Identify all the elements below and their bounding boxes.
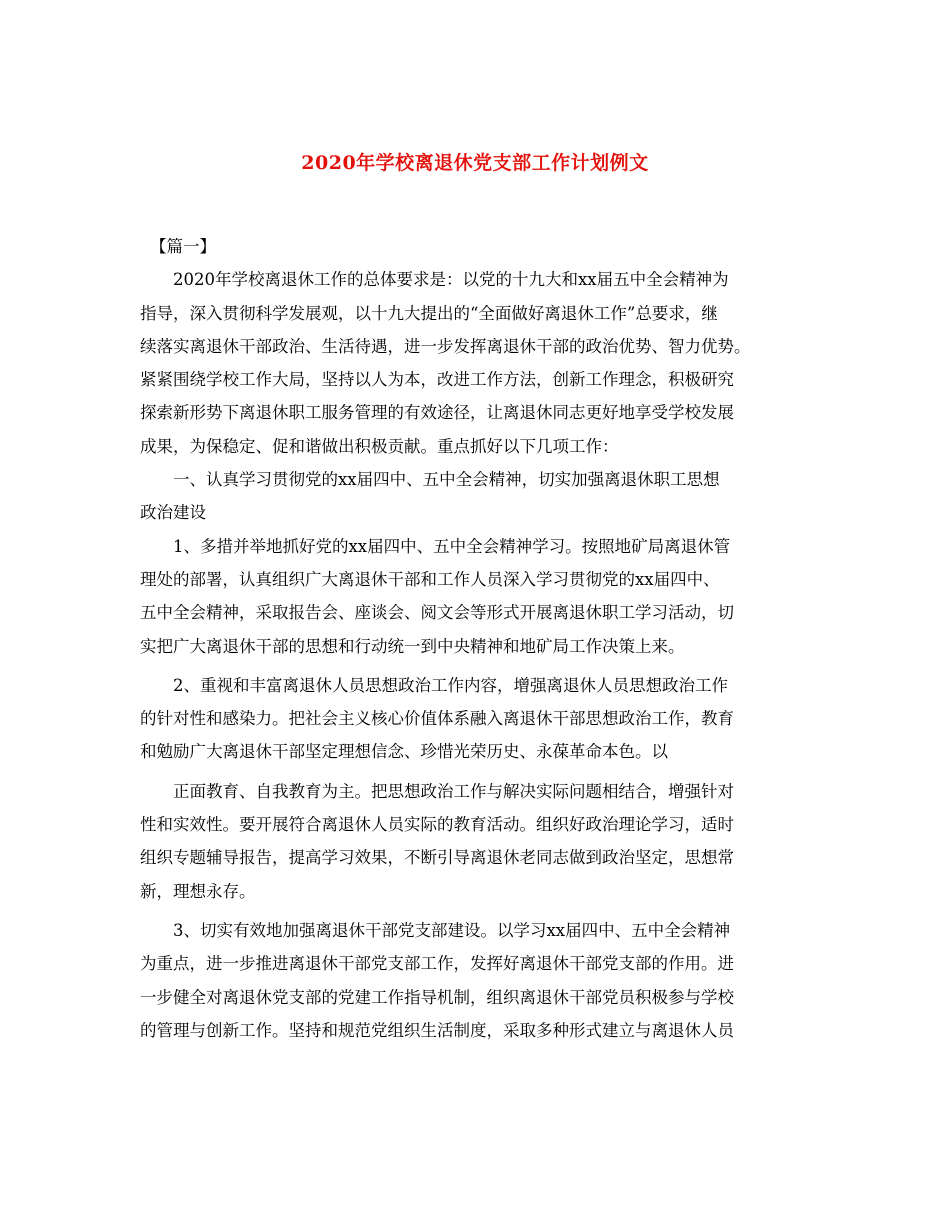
paragraph-line: 的针对性和感染力。把社会主义核心价值体系融入离退休干部思想政治工作，教育 <box>140 709 734 729</box>
paragraph-line: 续落实离退休干部政治、生活待遇，进一步发挥离退休干部的政治优势、智力优势。 <box>140 336 751 356</box>
paragraph-line: 新，理想永存。 <box>140 881 256 901</box>
paragraph-line: 探索新形势下离退休职工服务管理的有效途径，让离退休同志更好地享受学校发展 <box>140 403 734 423</box>
paragraph-line: 实把广大离退休干部的思想和行动统一到中央精神和地矿局工作决策上来。 <box>140 636 685 656</box>
paragraph-line: 为重点，进一步推进离退休干部党支部工作，发挥好离退休干部党支部的作用。进 <box>140 954 734 974</box>
section-heading-line: 一、认真学习贯彻党的xx届四中、五中全会精神，切实加强离退休职工思想 <box>173 470 720 490</box>
document-title: 2020年学校离退休党支部工作计划例文 <box>301 152 649 174</box>
paragraph-line: 2020年学校离退休工作的总体要求是：以党的十九大和xx届五中全会精神为 <box>173 270 729 290</box>
paragraph-line: 一步健全对离退休党支部的党建工作指导机制，组织离退休干部党员积极参与学校 <box>140 987 734 1007</box>
paragraph-line: 指导，深入贯彻科学发展观，以十九大提出的“全面做好离退休工作”总要求，继 <box>140 303 718 323</box>
paragraph-line: 紧紧围绕学校工作大局，坚持以人为本，改进工作方法，创新工作理念，积极研究 <box>140 370 734 390</box>
paragraph-line: 成果，为保稳定、促和谐做出积极贡献。重点抓好以下几项工作： <box>140 436 619 456</box>
paragraph-line: 理处的部署，认真组织广大离退休干部和工作人员深入学习贯彻党的xx届四中、 <box>140 569 720 589</box>
section-heading-line: 政治建设 <box>140 503 206 523</box>
paragraph-line: 2、重视和丰富离退休人员思想政治工作内容，增强离退休人员思想政治工作 <box>173 675 728 695</box>
paragraph-line: 3、切实有效地加强离退休干部党支部建设。以学习xx届四中、五中全会精神 <box>173 920 731 940</box>
paragraph-line: 五中全会精神，采取报告会、座谈会、阅文会等形式开展离退休职工学习活动，切 <box>140 603 734 623</box>
paragraph-line: 的管理与创新工作。坚持和规范党组织生活制度，采取多种形式建立与离退休人员 <box>140 1020 734 1040</box>
paragraph-line: 1、多措并举地抓好党的xx届四中、五中全会精神学习。按照地矿局离退休管 <box>173 536 731 556</box>
paragraph-line: 正面教育、自我教育为主。把思想政治工作与解决实际问题相结合，增强针对 <box>173 781 734 801</box>
section-label: 【篇一】 <box>150 237 216 256</box>
paragraph-line: 和勉励广大离退休干部坚定理想信念、珍惜光荣历史、永葆革命本色。以 <box>140 742 668 762</box>
document-body <box>140 230 820 1047</box>
paragraph-line: 性和实效性。要开展符合离退休人员实际的教育活动。组织好政治理论学习，适时 <box>140 815 734 835</box>
paragraph-line: 组织专题辅导报告，提高学习效果，不断引导离退休老同志做到政治坚定，思想常 <box>140 848 734 868</box>
